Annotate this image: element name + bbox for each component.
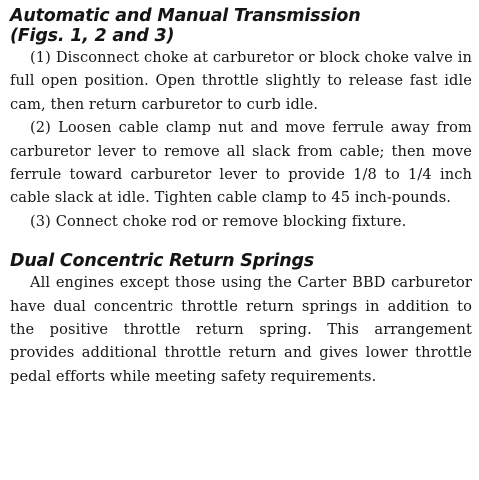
paragraph-step-3: (3) Connect choke rod or remove blocking fixture. (30, 212, 407, 230)
paragraph-return-springs: All engines except those using the Carter BBD carburetor have dual concentric throttle return springs in addition to the positive throttle return spring. This arrangement provides additional throttle return and gives lower throttle pedal efforts while meeting safety requirements. (10, 274, 472, 385)
heading-line-1: Automatic and Manual Transmission (10, 6, 361, 26)
document-page (10, 6, 472, 388)
heading-line-2: (Figs. 1, 2 and 3) (10, 26, 175, 46)
section-transmission (10, 6, 472, 233)
paragraph-step-1: (1) Disconnect choke at carburetor or block choke valve in full open position. Open throttle slightly to release fast idle cam, then return carburetor to curb idle. (10, 49, 472, 113)
section-heading (10, 6, 472, 46)
paragraph-step-2: (2) Loosen cable clamp nut and move ferrule away from carburetor lever to remove all slack from cable; then move ferrule toward carburetor lever to provide 1/8 to 1/4 inch cable slack at idle. Tighten cable clamp to 45 inch-pounds. (10, 119, 472, 207)
section-heading: Dual Concentric Return Springs (10, 251, 315, 272)
section-return-springs (10, 251, 472, 388)
